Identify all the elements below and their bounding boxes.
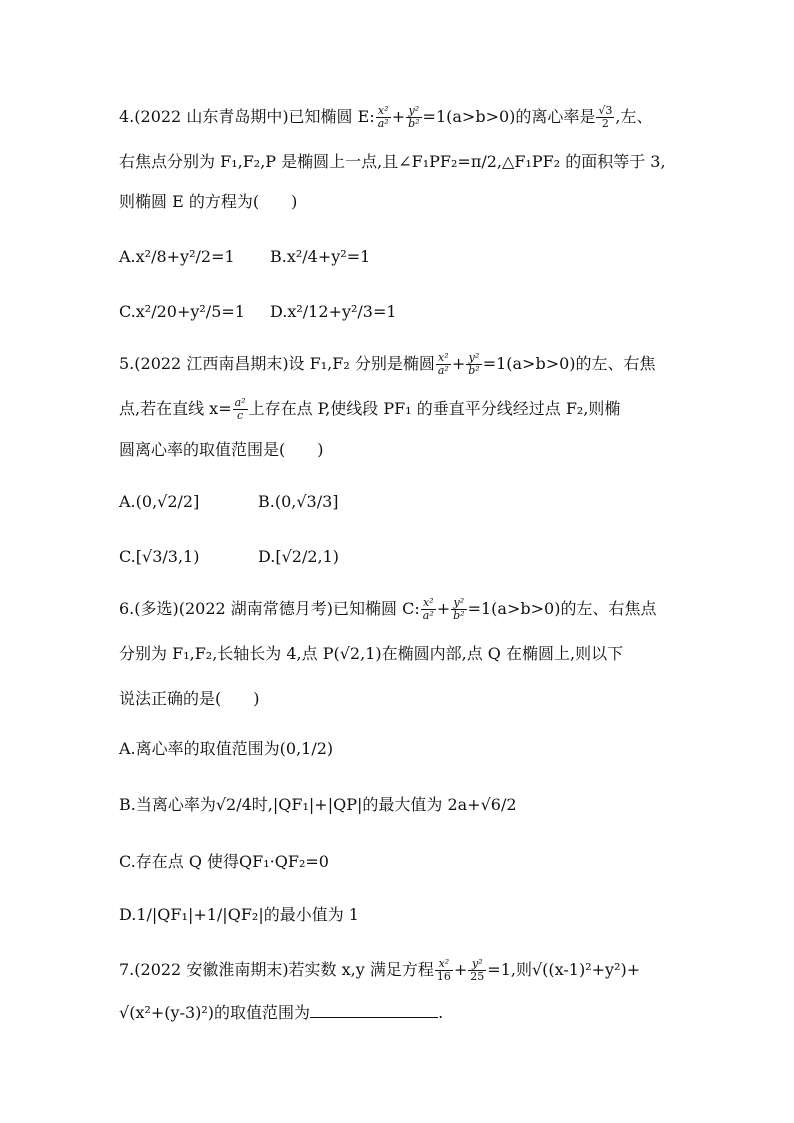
q4-stem-line2: 右焦点分别为 F₁,F₂,P 是椭圆上一点,且∠F₁PF₂=π/2,△F₁PF₂ 的面积等于 3,	[119, 152, 666, 171]
q6-option-c[interactable]: C.存在点 Q 使得QF₁·QF₂=0	[119, 852, 329, 871]
q6-stem-line3: 说法正确的是( )	[119, 689, 260, 708]
q7-answer-blank[interactable]	[310, 1001, 438, 1018]
q5-option-b[interactable]: B.(0,√3/3]	[258, 492, 339, 511]
q5-stem-line1: 5.(2022 江西南昌期末)设 F₁,F₂ 分别是椭圆 $\frac{\text{x²}}{\text{a²}}$ + $\frac{\text{y²}}{\text{b²}}$ =1(a>b>0)的左、右焦	[119, 351, 656, 377]
q6-option-d[interactable]: D.1/|QF₁|+1/|QF₂|的最小值为 1	[119, 905, 359, 924]
q4-stem-part2: =1(a>b>0)的离心率是	[422, 107, 596, 126]
q6-option-b[interactable]: B.当离心率为√2/4时,|QF₁|+|QP|的最大值为 2a+√6/2	[119, 795, 517, 814]
q7-frac-x2-16: $\frac{\text{x²}}{16}$	[436, 957, 451, 983]
q5-option-c[interactable]: C.[√3/3,1)	[119, 547, 200, 566]
q4-option-d[interactable]: D.x²/12+y²/3=1	[270, 302, 397, 321]
q4-frac-x2a2: $\frac{\text{x²}}{\text{a²}}$	[377, 104, 389, 130]
q6-stem-part2: =1(a>b>0)的左、右焦点	[467, 599, 657, 618]
q4-frac-y2b2: $\frac{\text{y²}}{\text{b²}}$	[408, 104, 420, 130]
q7-stem-part4: .	[438, 1003, 444, 1022]
q5-stem-part3: 点,若在直线 x=	[119, 399, 232, 418]
q6-frac-x2a2: $\frac{\text{x²}}{\text{a²}}$	[422, 596, 434, 622]
q4-stem-part3: ,左、	[615, 107, 653, 126]
q6-stem-part1: 6.(多选)(2022 湖南常德月考)已知椭圆 C:	[119, 599, 420, 618]
q4-option-b[interactable]: B.x²/4+y²=1	[270, 247, 371, 266]
q5-frac-a2c: $\frac{\text{a²}}{c}$	[234, 396, 246, 422]
q6-frac-y2b2: $\frac{\text{y²}}{\text{b²}}$	[453, 596, 465, 622]
q4-option-c[interactable]: C.x²/20+y²/5=1	[119, 302, 245, 321]
q6-option-a[interactable]: A.离心率的取值范围为(0,1/2)	[119, 739, 334, 758]
q7-frac-y2-25: $\frac{\text{y²}}{25}$	[470, 957, 485, 983]
q7-stem-line1: 7.(2022 安徽淮南期末)若实数 x,y 满足方程 $\frac{\text{x²}}{16}$ + $\frac{\text{y²}}{25}$ =1,则√((x-1)²+y²)+	[119, 957, 641, 983]
q7-stem-part2: =1,则√((x-1)²+y²)+	[487, 960, 641, 979]
q6-stem-line1: 6.(多选)(2022 湖南常德月考)已知椭圆 C: $\frac{\text{x²}}{\text{a²}}$ + $\frac{\text{y²}}{\text{b²}}$ =1(a>b>0)的左、右焦点	[119, 596, 657, 622]
q5-stem-part1: 5.(2022 江西南昌期末)设 F₁,F₂ 分别是椭圆	[119, 354, 435, 373]
q5-option-a[interactable]: A.(0,√2/2]	[119, 492, 200, 511]
q7-stem-part1: 7.(2022 安徽淮南期末)若实数 x,y 满足方程	[119, 960, 434, 979]
q5-stem-part2: =1(a>b>0)的左、右焦	[482, 354, 656, 373]
q4-stem-line1: 4.(2022 山东青岛期中)已知椭圆 E: $\frac{\text{x²}}{\text{a²}}$ + $\frac{\text{y²}}{\text{b²}}$ =1(a>b>0)的离心率是 $\frac{√3}{2}$ ,左、	[119, 104, 653, 130]
q4-option-a[interactable]: A.x²/8+y²/2=1	[119, 247, 235, 266]
q5-frac-y2b2: $\frac{\text{y²}}{\text{b²}}$	[468, 351, 480, 377]
q5-stem-part4: 上存在点 P,使线段 PF₁ 的垂直平分线经过点 F₂,则椭	[248, 399, 621, 418]
q5-frac-x2a2: $\frac{\text{x²}}{\text{a²}}$	[437, 351, 449, 377]
q5-option-d[interactable]: D.[√2/2,1)	[258, 547, 340, 566]
q4-frac-sqrt3-2: $\frac{√3}{2}$	[598, 104, 613, 130]
q7-stem-part3: √(x²+(y-3)²)的取值范围为	[119, 1003, 311, 1022]
q6-stem-line2: 分别为 F₁,F₂,长轴长为 4,点 P(√2,1)在椭圆内部,点 Q 在椭圆上,则以下	[119, 644, 624, 663]
q5-stem-line3: 圆离心率的取值范围是( )	[119, 440, 324, 459]
q4-stem-line3: 则椭圆 E 的方程为( )	[119, 192, 298, 211]
q5-stem-line2	[119, 397, 620, 422]
q7-stem-line2	[119, 1001, 443, 1025]
q4-stem-part1: 4.(2022 山东青岛期中)已知椭圆 E:	[119, 107, 375, 126]
